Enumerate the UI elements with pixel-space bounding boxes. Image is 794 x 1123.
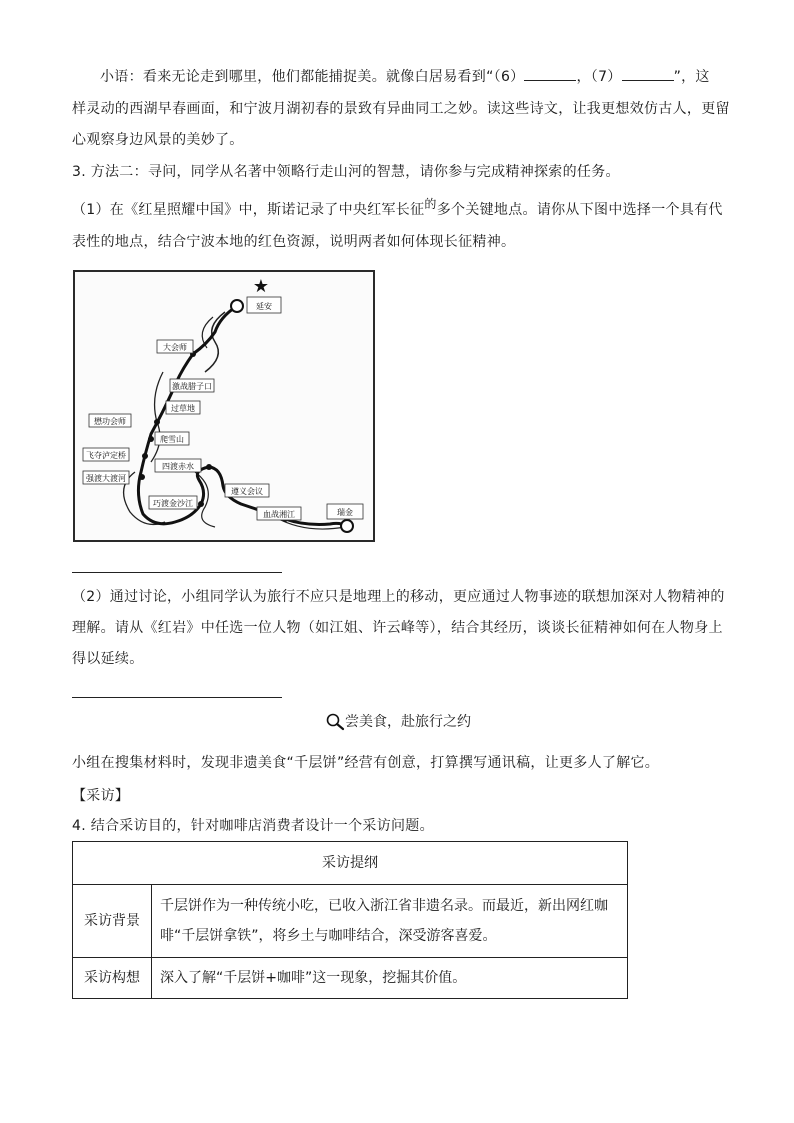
q3-part1-text-a: （1）在《红星照耀中国》中，斯诺记录了中央红军长征 — [72, 202, 425, 218]
svg-text:大会师: 大会师 — [163, 343, 187, 352]
section-title: 尝美食，赴旅行之约 — [345, 714, 471, 730]
section-heading — [325, 712, 471, 732]
svg-text:懋功会师: 懋功会师 — [94, 417, 126, 426]
stop-jinshajiang — [198, 501, 204, 507]
table-row — [73, 885, 628, 958]
svg-text:四渡赤水: 四渡赤水 — [162, 462, 194, 471]
label-maogong — [89, 414, 131, 427]
label-ruijin — [327, 504, 363, 519]
xiaoyu-text-1c: ”，这 — [673, 69, 710, 85]
q3-intro: 3. 方法二：寻问，同学从名著中领略行走山河的智慧，请你参与完成精神探索的任务。 — [72, 164, 620, 180]
q4-text: 4. 结合采访目的，针对咖啡店消费者设计一个采访问题。 — [72, 818, 434, 834]
svg-text:激战腊子口: 激战腊子口 — [172, 382, 212, 391]
q3-part1-text-b: 多个关键地点。请你从下图中选择一个具有代 — [436, 202, 723, 218]
xiaoyu-text-1a: 小语：看来无论走到哪里，他们都能捕捉美。就像白居易看到“（6） — [100, 69, 525, 85]
table-header-row — [73, 842, 628, 885]
svg-text:爬雪山: 爬雪山 — [160, 435, 184, 444]
label-xiangjiang — [257, 507, 301, 520]
interview-outline-table — [72, 841, 628, 999]
q3-part2-line-2: 理解。请从《红岩》中任选一位人物（如江姐、许云峰等），结合其经历，谈谈长征精神如何在人物身上 — [72, 620, 723, 636]
xiaoyu-line-3: 心观察身边风景的美妙了。 — [72, 132, 244, 148]
q3-part1-line-1 — [72, 197, 723, 220]
label-caodi — [166, 401, 200, 414]
magnifier-icon — [325, 713, 345, 731]
row-content-concept: 深入了解“千层饼+咖啡”这一现象，挖掘其价值。 — [152, 958, 628, 999]
long-march-map-svg — [75, 272, 373, 540]
q3-part2-line-3: 得以延续。 — [72, 651, 144, 667]
q3-part2-line-1: （2）通过讨论，小组同学认为旅行不应只是地理上的移动，更应通过人物事迹的联想加深对人物精神的 — [72, 589, 725, 605]
background-line-2: 啡“千层饼拿铁”，将乡土与咖啡结合，深受游客喜爱。 — [160, 928, 497, 944]
label-yanan — [247, 297, 281, 313]
section-intro: 小组在搜集材料时，发现非遗美食“千层饼”经营有创意，打算撰写通讯稿，让更多人了解它。 — [72, 755, 660, 771]
label-ludingqiao — [83, 448, 129, 461]
row-label-background: 采访背景 — [73, 885, 152, 958]
stop-daduhe — [139, 474, 145, 480]
xiaoyu-line-2: 样灵动的西湖早春画面，和宁波月湖初春的景致有异曲同工之妙。读这些诗文，让我更想效仿古人，更留 — [72, 101, 730, 117]
answer-line-2[interactable] — [72, 697, 282, 698]
stop-xueshan — [148, 436, 154, 442]
row-content-background — [152, 885, 628, 958]
row-label-concept: 采访构想 — [73, 958, 152, 999]
svg-text:延安: 延安 — [256, 302, 272, 311]
label-chishui — [155, 459, 201, 472]
label-daduhe — [83, 471, 129, 484]
label-lazikou — [170, 379, 214, 392]
table-row — [73, 958, 628, 999]
stop-chishui — [206, 464, 212, 470]
svg-text:巧渡金沙江: 巧渡金沙江 — [153, 499, 193, 508]
ruijin-marker — [341, 520, 353, 532]
background-line-1: 千层饼作为一种传统小吃，已收入浙江省非遗名录。而最近，新出网红咖 — [160, 898, 608, 914]
xiaoyu-line-1 — [100, 66, 710, 87]
table-header: 采访提纲 — [73, 842, 628, 885]
yanan-marker — [231, 300, 243, 312]
svg-text:飞夺泸定桥: 飞夺泸定桥 — [86, 451, 126, 460]
svg-text:强渡大渡河: 强渡大渡河 — [86, 474, 126, 483]
svg-text:血战湘江: 血战湘江 — [263, 510, 295, 519]
q3-part1-sup: 的 — [424, 197, 437, 211]
blank-6[interactable] — [524, 66, 576, 81]
xiaoyu-text-1b: ，（7） — [576, 69, 622, 85]
svg-text:瑞金: 瑞金 — [337, 508, 353, 517]
answer-line-1[interactable] — [72, 572, 282, 573]
svg-text:过草地: 过草地 — [171, 404, 195, 413]
long-march-map — [73, 270, 375, 542]
star-icon: ★ — [252, 276, 270, 297]
label-jinshajiang — [149, 496, 197, 509]
interview-bracket: 【采访】 — [72, 788, 130, 804]
svg-text:遵义会议: 遵义会议 — [231, 487, 263, 496]
label-xueshan — [155, 432, 189, 445]
stop-maogong — [154, 419, 160, 425]
blank-7[interactable] — [622, 66, 674, 81]
label-dahuishi — [157, 340, 193, 353]
stop-ludingqiao — [142, 453, 148, 459]
q3-part1-line-2: 表性的地点，结合宁波本地的红色资源，说明两者如何体现长征精神。 — [72, 234, 516, 250]
label-zunyi — [225, 484, 269, 497]
